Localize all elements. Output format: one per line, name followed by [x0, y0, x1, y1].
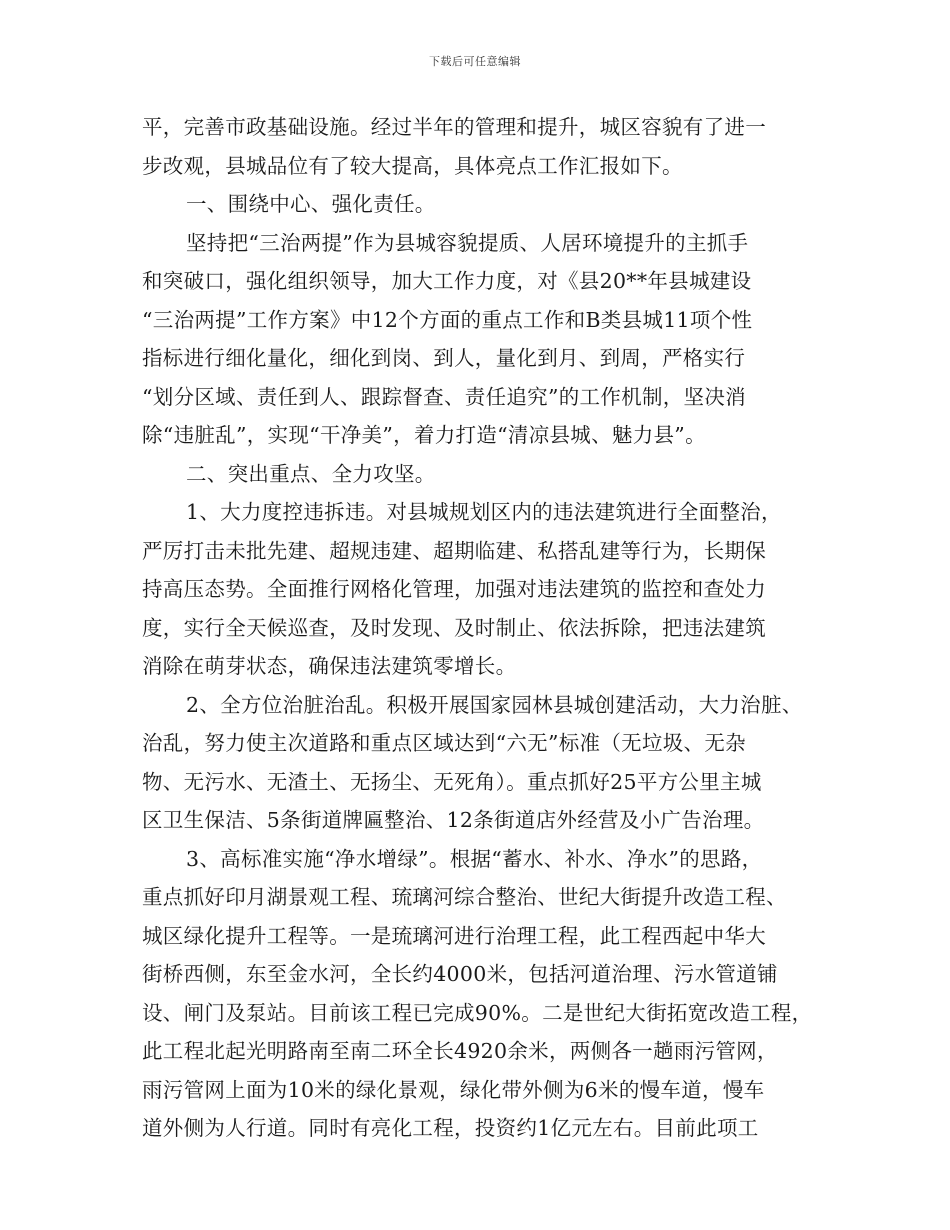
body-line: 1、大力度控违拆违。对县城规划区内的违法建筑进行全面整治，	[186, 500, 782, 524]
body-line: 治乱，努力使主次道路和重点区域达到“六无”标准（无垃圾、无杂	[142, 731, 746, 755]
body-line: 3、高标准实施“净水增绿”。根据“蓄水、补水、净水”的思路，	[186, 846, 763, 871]
body-line: 设、闸门及泵站。目前该工程已完成90%。二是世纪大街拓宽改造工程，	[142, 1000, 813, 1025]
body-line: 和突破口，强化组织领导，加大工作力度，对《县20**年县城建设	[142, 269, 752, 293]
body-line: 度，实行全天候巡查，及时发现、及时制止、依法拆除，把违法建筑	[142, 615, 766, 640]
body-line: 道外侧为人行道。同时有亮化工程，投资约1亿元左右。目前此项工	[142, 1116, 759, 1140]
body-line: “划分区域、责任到人、跟踪督查、责任追究”的工作机制，坚决消	[142, 384, 746, 409]
body-line: 持高压态势。全面推行网格化管理，加强对违法建筑的监控和查处力	[142, 577, 766, 601]
body-line: 坚持把“三治两提”作为县城容貌提质、人居环境提升的主抓手	[186, 230, 749, 255]
body-line: “三治两提”工作方案》中12个方面的重点工作和B类县城11项个性	[142, 307, 753, 332]
body-line: 严厉打击未批先建、超规违建、超期临建、私搭乱建等行为，长期保	[142, 538, 766, 563]
body-line: 步改观，县城品位有了较大提高，具体亮点工作汇报如下。	[142, 153, 683, 178]
section-heading: 一、围绕中心、强化责任。	[186, 192, 436, 216]
page-header: 下载后可任意编辑	[429, 55, 521, 68]
document-body	[142, 108, 832, 1148]
body-line: 物、无污水、无渣土、无扬尘、无死角）。重点抓好25平方公里主城	[142, 769, 762, 794]
body-line: 消除在萌芽状态，确保违法建筑零增长。	[142, 654, 517, 678]
body-line: 2、全方位治脏治乱。积极开展国家园林县城创建活动，大力治脏、	[186, 692, 803, 717]
body-line: 雨污管网上面为10米的绿化景观，绿化带外侧为6米的慢车道，慢车	[142, 1077, 765, 1102]
body-line: 城区绿化提升工程等。一是琉璃河进行治理工程，此工程西起中华大	[142, 923, 766, 948]
body-line: 平，完善市政基础设施。经过半年的管理和提升，城区容貌有了进一	[142, 115, 766, 139]
body-line: 此工程北起光明路南至南二环全长4920余米，两侧各一趟雨污管网，	[142, 1039, 778, 1063]
body-line: 街桥西侧，东至金水河，全长约4000米，包括河道治理、污水管道铺	[142, 962, 778, 986]
body-line: 重点抓好印月湖景观工程、琉璃河综合整治、世纪大街提升改造工程、	[142, 885, 787, 909]
body-line: 指标进行细化量化，细化到岗、到人，量化到月、到周，严格实行	[142, 346, 746, 370]
body-line: 区卫生保洁、5条街道牌匾整治、12条街道店外经营及小广告治理。	[142, 808, 765, 832]
section-heading: 二、突出重点、全力攻坚。	[186, 461, 436, 486]
body-line: 除“违脏乱”，实现“干净美”，着力打造“清凉县城、魅力县”。	[142, 423, 706, 447]
